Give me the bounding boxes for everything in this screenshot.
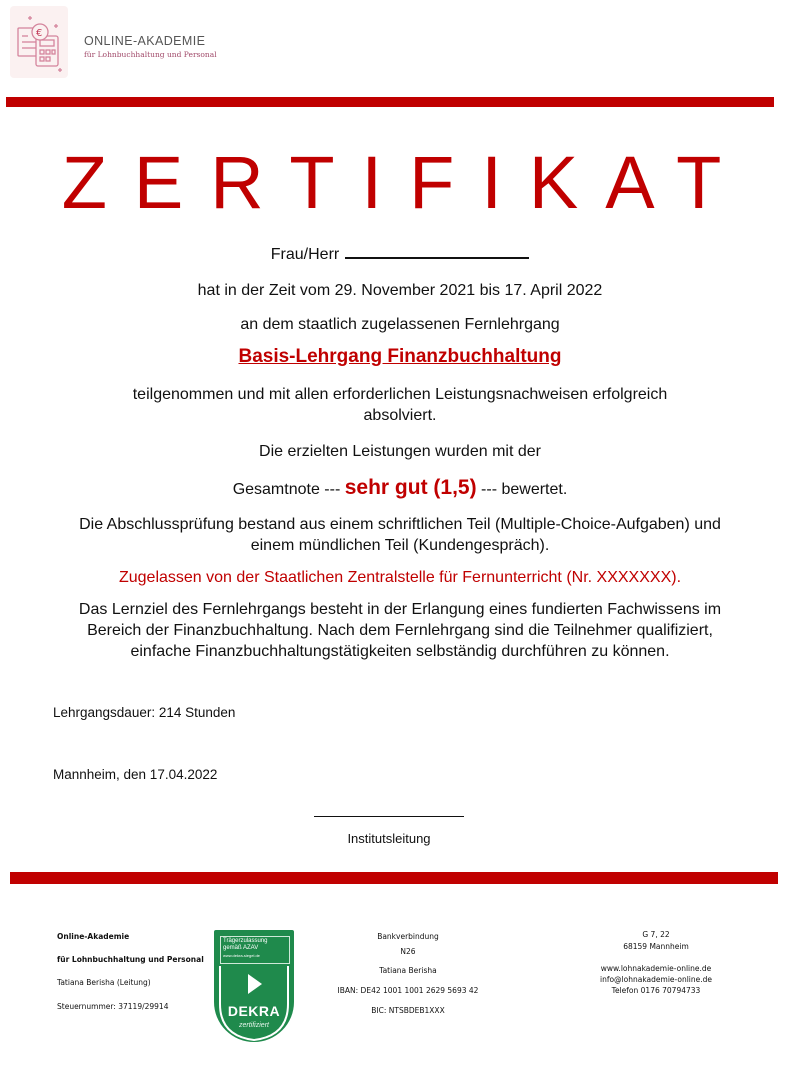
footer-phone: Telefon 0176 70794733 (611, 986, 701, 995)
footer-bank-name: N26 (400, 947, 416, 956)
goal-text-3: einfache Finanzbuchhaltungstätigkeiten selbständig durchführen zu können. (130, 643, 670, 660)
footer-bank-holder: Tatiana Berisha (379, 966, 437, 975)
exam-text-1: Die Abschlussprüfung bestand aus einem schriftlichen Teil (Multiple-Choice-Aufgaben) und (79, 516, 721, 533)
course-duration: Lehrgangsdauer: 214 Stunden (53, 705, 236, 720)
footer-org-name: Online-Akademie (57, 932, 130, 941)
svg-text:€: € (36, 28, 43, 39)
course-name: Basis-Lehrgang Finanzbuchhaltung (238, 346, 562, 367)
goal-text-1: Das Lernziel des Fernlehrgangs besteht in der Erlangung eines fundierten Fachwissens im (78, 601, 722, 618)
exam-text-2: einem mündlichen Teil (Kundengespräch). (250, 537, 550, 554)
salutation-line (20, 243, 780, 265)
footer-email[interactable]: info@lohnakademie-online.de (599, 975, 712, 984)
badge-text: Trägerzulassung gemäß AZAV www.dekra-siegel.de (223, 938, 268, 958)
dekra-badge (214, 930, 294, 1042)
bottom-divider (10, 872, 778, 884)
results-intro: Die erzielten Leistungen wurden mit der (259, 443, 541, 460)
footer-website[interactable]: www.lohnakademie-online.de (600, 964, 712, 973)
footer-city: 68159 Mannheim (623, 942, 689, 951)
grade-line (20, 477, 780, 500)
footer-bank-iban: IBAN: DE42 1001 1001 2629 5693 42 (337, 986, 479, 995)
period-text: hat in der Zeit vom 29. November 2021 bis 17. April 2022 (197, 282, 603, 299)
course-intro: an dem staatlich zugelassenen Fernlehrgang (240, 316, 560, 333)
badge-status: zertifiziert (239, 1022, 269, 1029)
footer-org-tax: Steuernummer: 37119/29914 (57, 1002, 169, 1011)
footer-org-subtitle: für Lohnbuchhaltung und Personal (57, 955, 204, 964)
participation-text-2: absolviert. (363, 407, 437, 424)
certificate-title: ZERTIFIKAT (61, 141, 749, 224)
place-date: Mannheim, den 17.04.2022 (53, 767, 218, 782)
name-blank (345, 243, 529, 259)
calculator-document-icon (10, 6, 68, 78)
footer-street: G 7, 22 (642, 930, 670, 939)
footer-bank-bic: BIC: NTSBDEB1XXX (371, 1006, 445, 1015)
footer-bank-heading: Bankverbindung (377, 932, 439, 941)
top-divider (6, 97, 774, 107)
grade-prefix: Gesamtnote --- (232, 481, 341, 498)
grade-suffix: --- bewertet. (481, 481, 568, 498)
brand-title: ONLINE-AKADEMIE (84, 34, 206, 48)
approval-text: Zugelassen von der Staatlichen Zentralstelle für Fernunterricht (Nr. XXXXXXX). (118, 569, 682, 586)
brand-subtitle: für Lohnbuchhaltung und Personal (84, 50, 217, 59)
course-line (20, 346, 780, 368)
signature-label: Institutsleitung (347, 831, 431, 846)
participation-text-1: teilgenommen und mit allen erforderlichen Leistungsnachweisen erfolgreich (132, 386, 668, 403)
logo (10, 6, 68, 78)
badge-brand: DEKRA (227, 1003, 281, 1019)
goal-text-2: Bereich der Finanzbuchhaltung. Nach dem Fernlehrgang sind die Teilnehmer qualifiziert, (87, 622, 713, 639)
grade-value: sehr gut (1,5) (344, 476, 477, 499)
signature-line (314, 816, 464, 817)
footer-org-manager: Tatiana Berisha (Leitung) (57, 978, 151, 987)
salutation: Frau/Herr (270, 246, 340, 263)
